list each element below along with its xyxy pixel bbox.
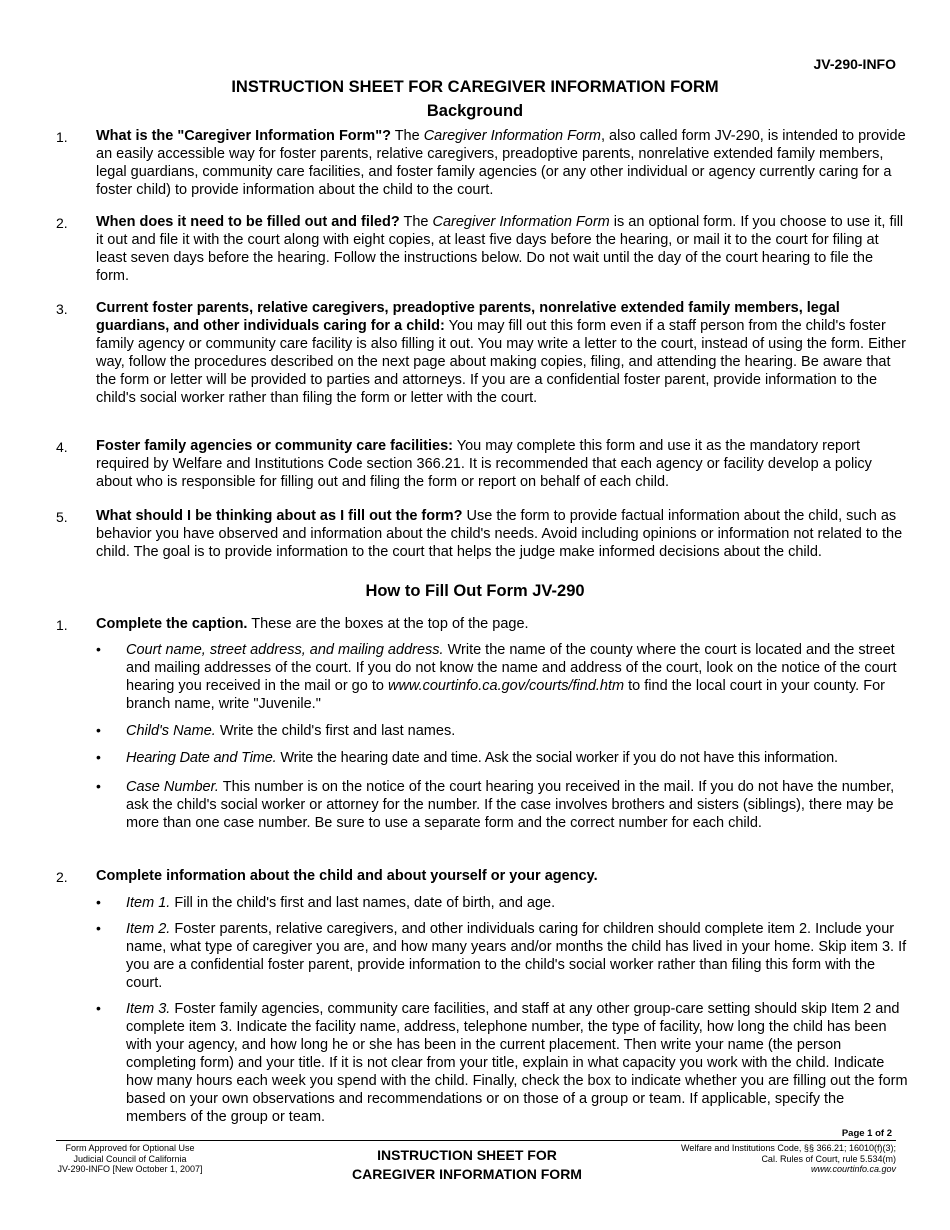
page-title: INSTRUCTION SHEET FOR CAREGIVER INFORMATION FORM [231, 78, 719, 96]
bullet-text: Item 1. Fill in the child's first and last names, date of birth, and age. [126, 895, 556, 911]
item-text: Current foster parents, relative caregivers, preadoptive parents, nonrelative extended family members, legal guardians, and other individuals caring for a child: You may fill out this form even if a staff person from the child's foster family agency or community care facility is also filling it out. You may write a letter to the court, instead of using the form. Either way, follow the procedures described on the next page about making copies, filing, and attending the hearing. Be aware that the form or letter will be provided to parties and attorneys. If you are a confidential foster parent, provide information to the child's social worker rather than filing the form or letter with the court. [96, 300, 906, 406]
bullet-icon: • [96, 1000, 101, 1016]
bullet-case-number [96, 778, 908, 832]
footer-divider [56, 1140, 896, 1141]
bullet-childs-name [96, 722, 908, 740]
item-number: 2. [56, 869, 68, 885]
bullet-icon: • [96, 749, 101, 765]
item-text: What should I be thinking about as I fill out the form? Use the form to provide factual information about the child, such as behavior you have observed and information about the child's needs. Avoid including opinions or information not related to the child. The goal is to provide information to the court that helps the judge make informed decisions about the child. [96, 508, 903, 560]
bullet-icon: • [96, 920, 101, 936]
footer-website: www.courtinfo.ca.gov [810, 1164, 896, 1174]
bullet-hearing-date [96, 749, 908, 767]
bullet-icon: • [96, 894, 101, 910]
bullet-text: Case Number. This number is on the notice of the court hearing you received in the mail. If you do not have the number, ask the child's social worker or attorney for the number. If the case involves brothers and sisters (siblings), there may be more than one case number. Be sure to use a separate form and the correct number for each child. [126, 779, 895, 831]
item-number: 5. [56, 509, 68, 525]
item-text: Foster family agencies or community care facilities: You may complete this form and use it as the mandatory report required by Welfare and Institutions Code section 366.21. It is recommended that each agency or facility develop a policy about who is responsible for filling out and filing the form or report on behalf of each child. [96, 438, 872, 490]
howto-item-1 [56, 615, 906, 633]
section-heading-background: Background [426, 102, 524, 120]
section-heading-how-to: How to Fill Out Form JV-290 [365, 582, 585, 600]
bullet-text: Court name, street address, and mailing address. Write the name of the county where the court is located and the street and mailing addresses of the court. If you do not know the name and address of the court, look on the notice of the court hearing you received in the mail or go to www.courtinfo.ca.gov/courts/find.htm to find the local court in your county. For branch name, write "Juvenile." [126, 642, 897, 712]
footer-title: INSTRUCTION SHEET FOR CAREGIVER INFORMATION FORM [352, 1147, 582, 1182]
bullet-icon: • [96, 778, 101, 794]
background-item-3 [56, 299, 906, 407]
item-text: What is the "Caregiver Information Form"? The Caregiver Information Form, also called form JV-290, is intended to provide an easily accessible way for foster parents, relative caregivers, preadoptive parents, nonrelative extended family members, legal guardians, community care facilities, and foster family agencies (or any other individual or agency currently caring for a foster child) to provide information about the child to the court. [96, 128, 906, 198]
bullet-icon: • [96, 722, 101, 738]
item-text: Complete information about the child and about yourself or your agency. [96, 868, 598, 884]
bullet-text: Item 2. Foster parents, relative caregivers, and other individuals caring for children should complete item 2. Include your name, what type of caregiver you are, and how many years and/or months the child has lived in your home. Skip item 3. If you are a confidential foster parent, provide information to the child's social worker rather than filing this form with the court. [126, 921, 907, 991]
item-text: When does it need to be filled out and filed? The Caregiver Information Form is an optional form. If you choose to use it, fill it out and file it with the court along with eight copies, at least five days before the hearing, or mail it to the court for filing at least seven days before the hearing. Follow the instructions below. Do not wait until the day of the court hearing to file the form. [96, 214, 904, 284]
background-item-4 [56, 437, 906, 491]
bullet-item-2 [96, 920, 908, 992]
footer-citations: Welfare and Institutions Code, §§ 366.21; 16010(f)(3); Cal. Rules of Court, rule 5.534(m) www.courtinfo.ca.gov [566, 1143, 896, 1175]
bullet-text: Hearing Date and Time. Write the hearing date and time. Ask the social worker if you do not have this information. [126, 750, 838, 766]
page-number: Page 1 of 2 [841, 1128, 892, 1139]
background-item-2 [56, 213, 906, 285]
item-number: 2. [56, 215, 68, 231]
background-item-1 [56, 127, 906, 199]
item-number: 1. [56, 129, 68, 145]
howto-item-2 [56, 867, 906, 885]
bullet-icon: • [96, 641, 101, 657]
item-text: Complete the caption. These are the boxes at the top of the page. [96, 616, 529, 632]
bullet-text: Item 3. Foster family agencies, community care facilities, and staff at any other group-care setting should skip Item 2 and complete item 3. Indicate the facility name, address, telephone number, the type of facility, how long the child has been with your agency, and how long he or she has been in the current placement. Then write your name (the person completing form) and your title. If it is not clear from your title, explain in what capacity you work with the child. Indicate how many hours each week you spend with the child. Finally, check the box to indicate whether you are filling out the form based on your own observations and recommendations or on those of a group or team. If applicable, specify the members of the group or team. [126, 1001, 908, 1125]
form-id: JV-290-INFO [813, 56, 896, 72]
item-number: 3. [56, 301, 68, 317]
bullet-item-1 [96, 894, 908, 912]
item-number: 4. [56, 439, 68, 455]
bullet-item-3 [96, 1000, 908, 1126]
bullet-text: Child's Name. Write the child's first and last names. [126, 723, 456, 739]
footer-form-approval: Form Approved for Optional Use Judicial Council of California JV-290-INFO [New October 1, 2007] [57, 1143, 203, 1174]
bullet-court-name [96, 641, 908, 713]
background-item-5 [56, 507, 906, 561]
item-number: 1. [56, 617, 68, 633]
